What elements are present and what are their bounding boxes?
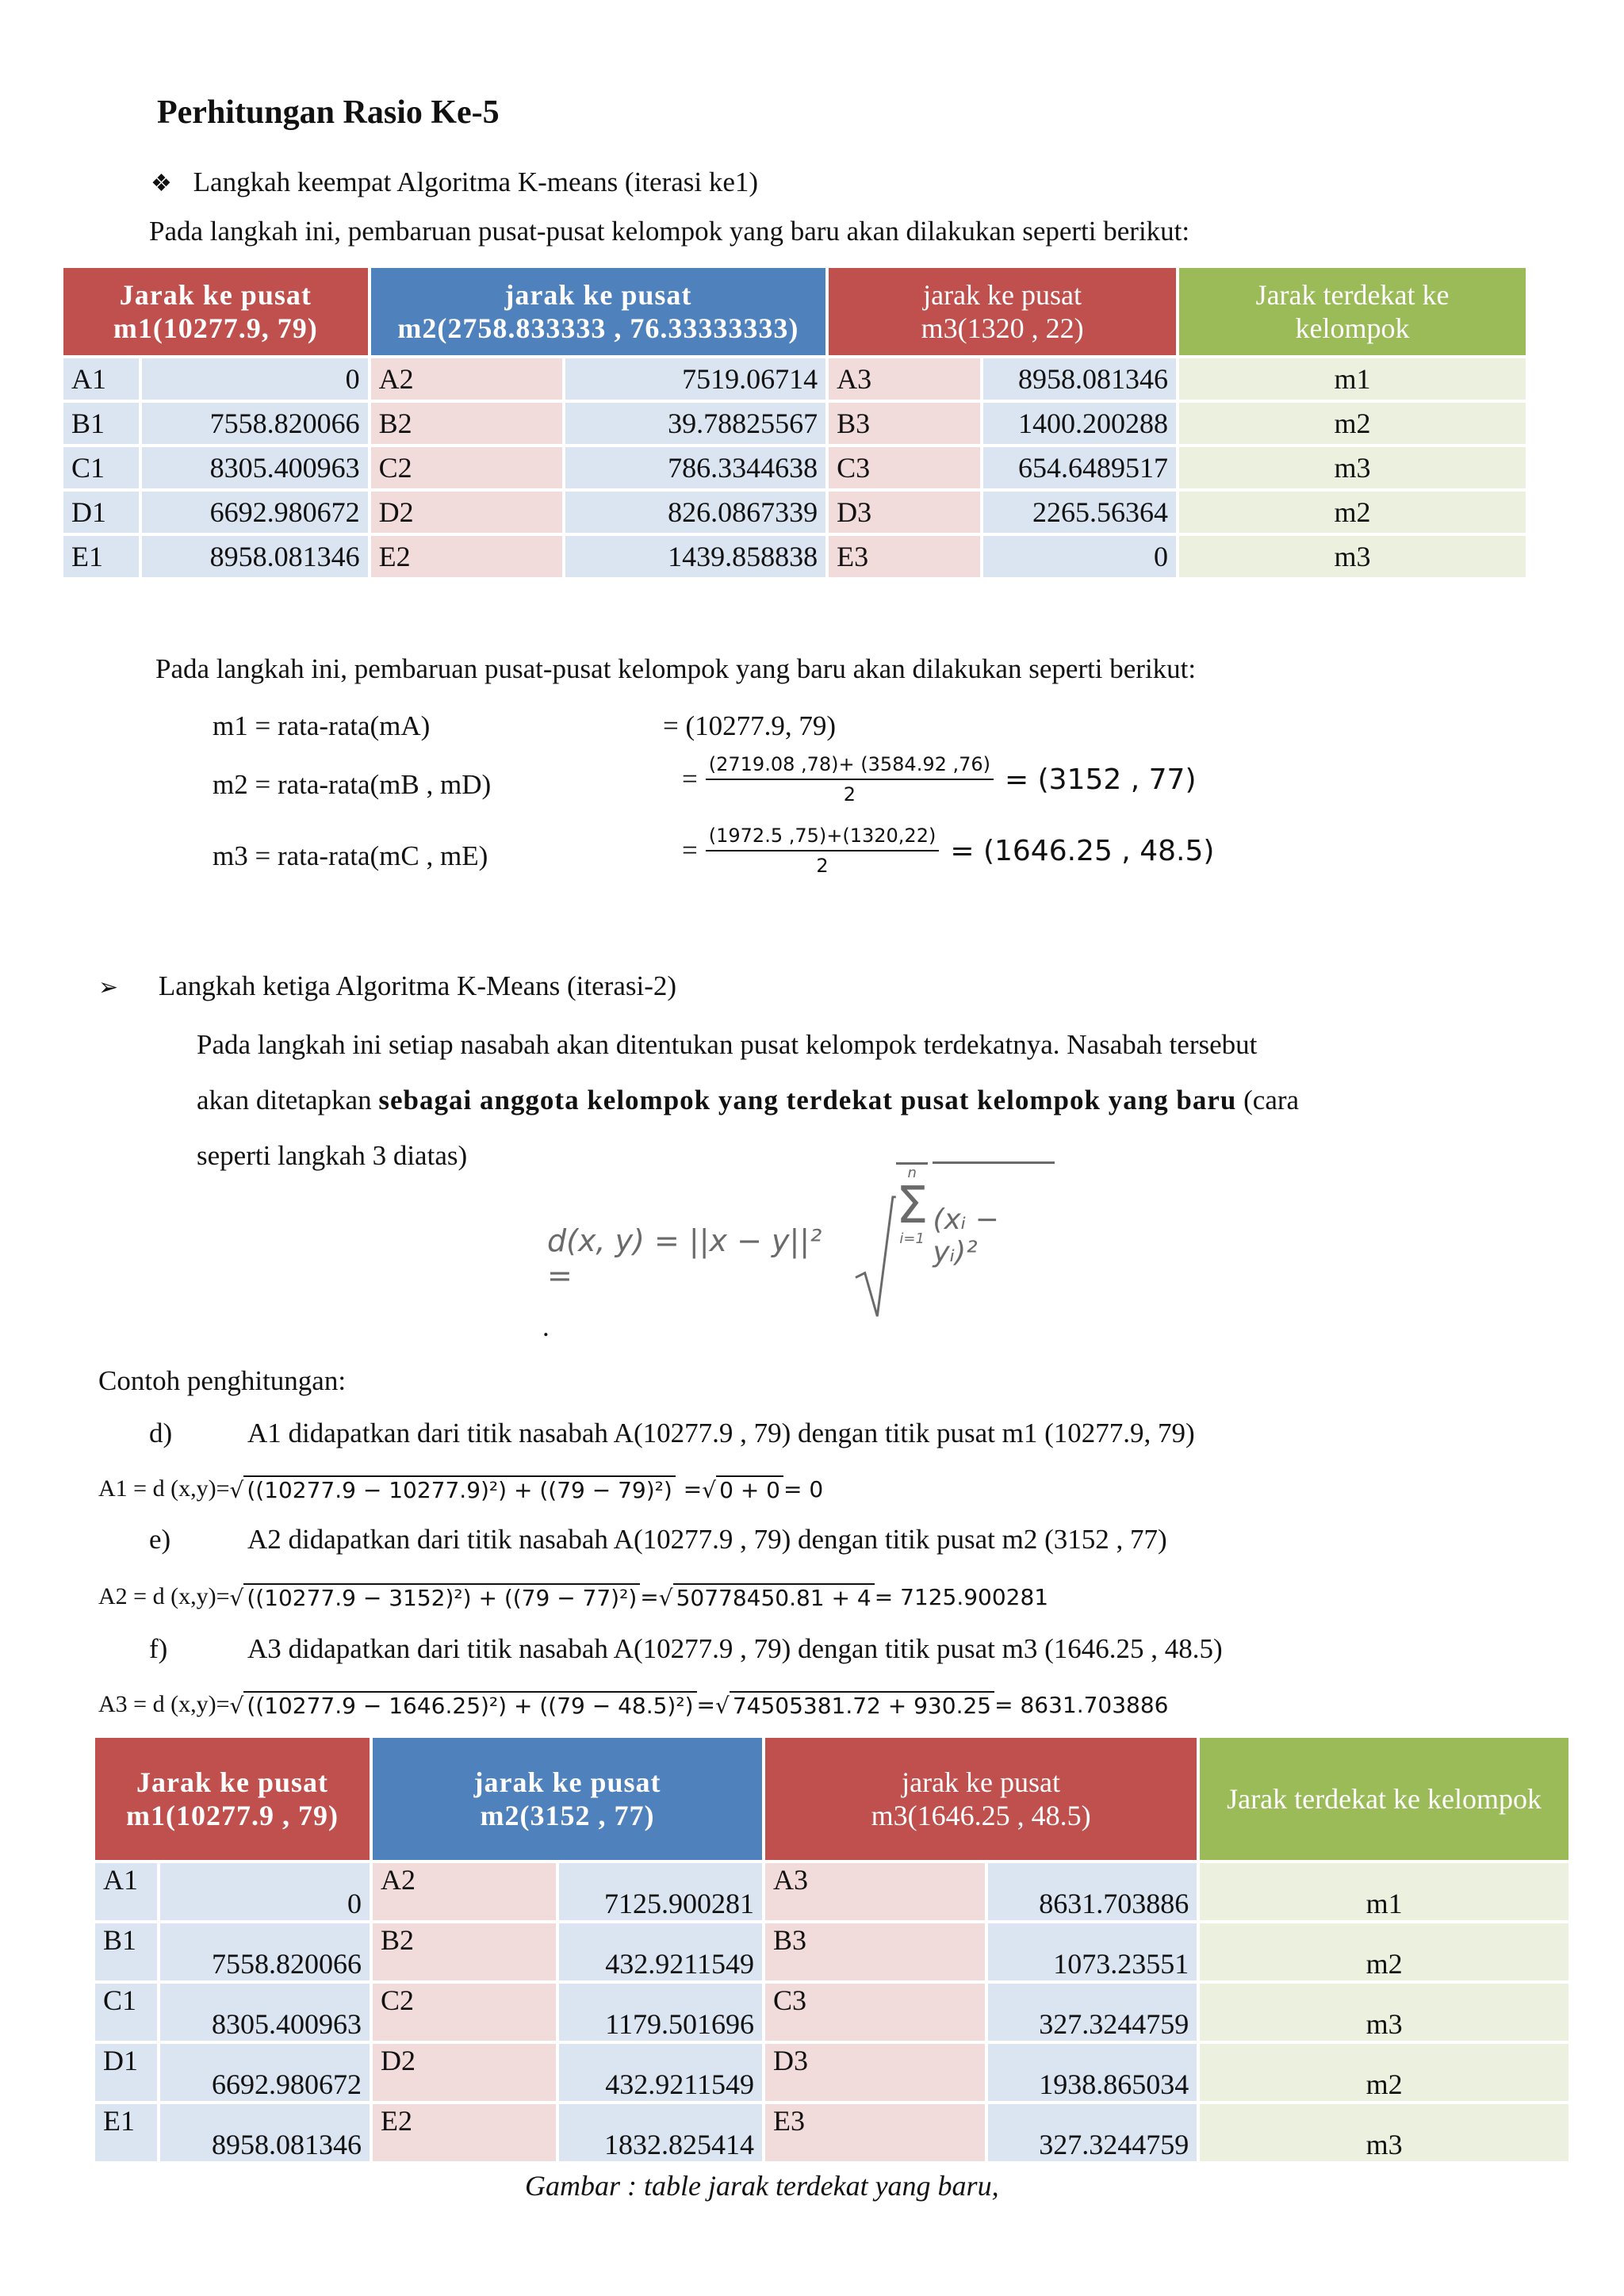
cell-nearest-cluster: m3: [1200, 1984, 1568, 2041]
example-d-text: A1 didapatkan dari titik nasabah A(10277.9 , 79) dengan titik pusat m1 (10277.9, 79): [247, 1418, 1195, 1448]
m3-formula-left: m3 = rata-rata(mC , mE): [213, 840, 488, 871]
cell-label-m1: B1: [63, 403, 139, 444]
cell-nearest-cluster: m1: [1179, 358, 1526, 400]
m2-fraction: $\frac{(2719.08 ,78)+ (3584.92 ,76)}{2}$: [706, 753, 994, 806]
table-row: [63, 492, 1526, 533]
cell-label-m1: C1: [63, 447, 139, 488]
arrow-bullet-icon: ➢: [98, 974, 119, 1001]
table-row: [63, 447, 1526, 488]
cell-distance-m2: 786.3344638: [565, 447, 825, 488]
cell-distance-m2: 432.9211549: [559, 2044, 762, 2101]
cell-distance-m2: 1832.825414: [559, 2104, 762, 2161]
example-e-text: A2 didapatkan dari titik nasabah A(10277.9 , 79) dengan titik pusat m2 (3152 , 77): [247, 1524, 1167, 1555]
cell-label-m2: B2: [371, 403, 562, 444]
cell-nearest-cluster: m1: [1200, 1863, 1568, 1920]
cell-label-m2: D2: [371, 492, 562, 533]
formula-dot: .: [542, 1311, 550, 1342]
cell-distance-m2: 1439.858838: [565, 536, 825, 577]
cell-distance-m1: 8958.081346: [160, 2104, 370, 2161]
cell-label-m1: B1: [95, 1923, 157, 1980]
header-m3: jarak ke pusat m3(1646.25 , 48.5): [765, 1738, 1197, 1860]
cell-label-m3: E3: [829, 536, 980, 577]
cell-nearest-cluster: m3: [1179, 447, 1526, 488]
m2-formula-right: = $\frac{(2719.08 ,78)+ (3584.92 ,76)}{2}$ = (3152 , 77): [682, 753, 1197, 806]
cell-distance-m1: 8305.400963: [142, 447, 367, 488]
step3-heading: Langkah ketiga Algoritma K-Means (iterasi-2): [158, 970, 677, 1001]
cell-label-m1: E1: [63, 536, 139, 577]
step3-heading-line: [98, 969, 676, 1005]
table-row: [63, 403, 1526, 444]
cell-label-m3: C3: [829, 447, 980, 488]
cell-label-m1: D1: [63, 492, 139, 533]
cell-label-m3: D3: [765, 2044, 985, 2101]
cell-label-m3: D3: [829, 492, 980, 533]
cell-label-m2: C2: [373, 1984, 556, 2041]
cell-label-m2: A2: [371, 358, 562, 400]
cell-distance-m3: 654.6489517: [983, 447, 1176, 488]
m1-formula-left: m1 = rata-rata(mA): [213, 710, 431, 741]
cell-label-m2: E2: [371, 536, 562, 577]
cell-distance-m3: 2265.56364: [983, 492, 1176, 533]
cell-distance-m3: 0: [983, 536, 1176, 577]
example-e-label: e): [149, 1524, 171, 1555]
cell-nearest-cluster: m2: [1200, 1923, 1568, 1980]
cell-label-m1: A1: [63, 358, 139, 400]
step4-intro: Pada langkah ini, pembaruan pusat-pusat kelompok yang baru akan dilakukan seperti berikut:: [149, 216, 1190, 247]
cell-distance-m3: 1938.865034: [988, 2044, 1197, 2101]
table-row: [63, 358, 1526, 400]
table-row: [63, 536, 1526, 577]
cell-distance-m1: 6692.980672: [160, 2044, 370, 2101]
cell-distance-m1: 8958.081346: [142, 536, 367, 577]
cell-label-m1: A1: [95, 1863, 157, 1920]
example-f-equation: A3 = d (x,y)= √ ((10277.9 − 1646.25)²) + ((79 − 48.5)²) = √ 74505381.72 + 930.25 = 8631.703886: [98, 1691, 1169, 1719]
table-row: [95, 1984, 1568, 2041]
square-root-symbol: [854, 1191, 896, 1326]
header-m3: jarak ke pusat m3(1320 , 22): [829, 268, 1176, 355]
cell-nearest-cluster: m2: [1179, 403, 1526, 444]
step3-paragraph-line2: akan ditetapkan sebagai anggota kelompok yang terdekat pusat kelompok yang baru (cara: [197, 1085, 1300, 1115]
cell-nearest-cluster: m3: [1200, 2104, 1568, 2161]
cell-distance-m2: 7519.06714: [565, 358, 825, 400]
m3-fraction: $\frac{(1972.5 ,75)+(1320,22)}{2}$: [706, 825, 940, 877]
cell-label-m2: E2: [373, 2104, 556, 2161]
cell-distance-m3: 327.3244759: [988, 1984, 1197, 2041]
cell-label-m3: C3: [765, 1984, 985, 2041]
table-row: [95, 1863, 1568, 1920]
cell-label-m1: C1: [95, 1984, 157, 2041]
cell-distance-m2: 7125.900281: [559, 1863, 762, 1920]
sigma-block: n Σ i=1: [896, 1162, 928, 1247]
cell-distance-m2: 39.78825567: [565, 403, 825, 444]
cell-distance-m2: 1179.501696: [559, 1984, 762, 2041]
cell-distance-m1: 6692.980672: [142, 492, 367, 533]
distance-table-iteration-1: [60, 265, 1529, 580]
header-m1: Jarak ke pusat m1(10277.9 , 79): [95, 1738, 370, 1860]
header-nearest: Jarak terdekat ke kelompok: [1200, 1738, 1568, 1860]
cell-label-m3: E3: [765, 2104, 985, 2161]
cell-label-m3: B3: [765, 1923, 985, 1980]
cell-label-m2: D2: [373, 2044, 556, 2101]
m3-formula-right: = $\frac{(1972.5 ,75)+(1320,22)}{2}$ = (1646.25 , 48.5): [682, 825, 1215, 877]
table-row: [95, 2104, 1568, 2161]
step3-paragraph-line3: seperti langkah 3 diatas): [197, 1140, 468, 1171]
header-m2: jarak ke pusat m2(2758.833333 , 76.33333333): [371, 268, 825, 355]
m1-formula-right: = (10277.9, 79): [663, 710, 837, 741]
cell-distance-m1: 0: [160, 1863, 370, 1920]
cell-label-m1: E1: [95, 2104, 157, 2161]
cell-label-m2: C2: [371, 447, 562, 488]
cell-distance-m3: 1400.200288: [983, 403, 1176, 444]
cell-distance-m1: 7558.820066: [160, 1923, 370, 1980]
cell-distance-m3: 8958.081346: [983, 358, 1176, 400]
cell-distance-m2: 432.9211549: [559, 1923, 762, 1980]
figure-caption: Gambar : table jarak terdekat yang baru,: [525, 2170, 999, 2202]
cell-distance-m1: 0: [142, 358, 367, 400]
euclidean-distance-formula: d(x, y) = ||x − y||² = n Σ i=1 (xᵢ − yᵢ)²: [547, 1191, 1055, 1326]
step4-heading-line: [151, 165, 758, 201]
cell-nearest-cluster: m2: [1200, 2044, 1568, 2101]
cell-label-m2: B2: [373, 1923, 556, 1980]
diamond-bullet-icon: ❖: [151, 170, 172, 197]
example-d-label: d): [149, 1418, 173, 1448]
cell-label-m3: A3: [829, 358, 980, 400]
cell-distance-m1: 7558.820066: [142, 403, 367, 444]
cell-distance-m3: 8631.703886: [988, 1863, 1197, 1920]
header-m1: Jarak ke pusat m1(10277.9, 79): [63, 268, 368, 355]
cell-label-m1: D1: [95, 2044, 157, 2101]
cell-nearest-cluster: m3: [1179, 536, 1526, 577]
table-row: [95, 1923, 1568, 1980]
cell-distance-m1: 8305.400963: [160, 1984, 370, 2041]
cell-label-m2: A2: [373, 1863, 556, 1920]
cell-label-m3: B3: [829, 403, 980, 444]
step4-heading: Langkah keempat Algoritma K-means (iterasi ke1): [193, 166, 759, 197]
cell-distance-m2: 826.0867339: [565, 492, 825, 533]
example-f-text: A3 didapatkan dari titik nasabah A(10277.9 , 79) dengan titik pusat m3 (1646.25 , 48.5): [247, 1633, 1223, 1664]
m2-formula-left: m2 = rata-rata(mB , mD): [213, 769, 492, 800]
example-heading: Contoh penghitungan:: [98, 1365, 347, 1396]
update-intro: Pada langkah ini, pembaruan pusat-pusat kelompok yang baru akan dilakukan seperti berikut:: [155, 653, 1197, 684]
cell-distance-m3: 1073.23551: [988, 1923, 1197, 1980]
cell-distance-m3: 327.3244759: [988, 2104, 1197, 2161]
example-f-label: f): [149, 1633, 168, 1664]
example-d-equation: A1 = d (x,y)= √ ((10277.9 − 10277.9)²) + ((79 − 79)²) = √ 0 + 0 = 0: [98, 1475, 824, 1503]
table-row: [95, 2044, 1568, 2101]
cell-nearest-cluster: m2: [1179, 492, 1526, 533]
header-m2: jarak ke pusat m2(3152 , 77): [373, 1738, 762, 1860]
cell-label-m3: A3: [765, 1863, 985, 1920]
step3-paragraph-line1: Pada langkah ini setiap nasabah akan ditentukan pusat kelompok terdekatnya. Nasabah tersebut: [197, 1029, 1258, 1060]
distance-table-iteration-2: [92, 1735, 1572, 2164]
page-title: Perhitungan Rasio Ke-5: [157, 94, 500, 131]
header-nearest: Jarak terdekat ke kelompok: [1179, 268, 1526, 355]
example-e-equation: A2 = d (x,y)= √ ((10277.9 − 3152)²) + ((79 − 77)²) = √ 50778450.81 + 4 = 7125.900281: [98, 1583, 1049, 1611]
